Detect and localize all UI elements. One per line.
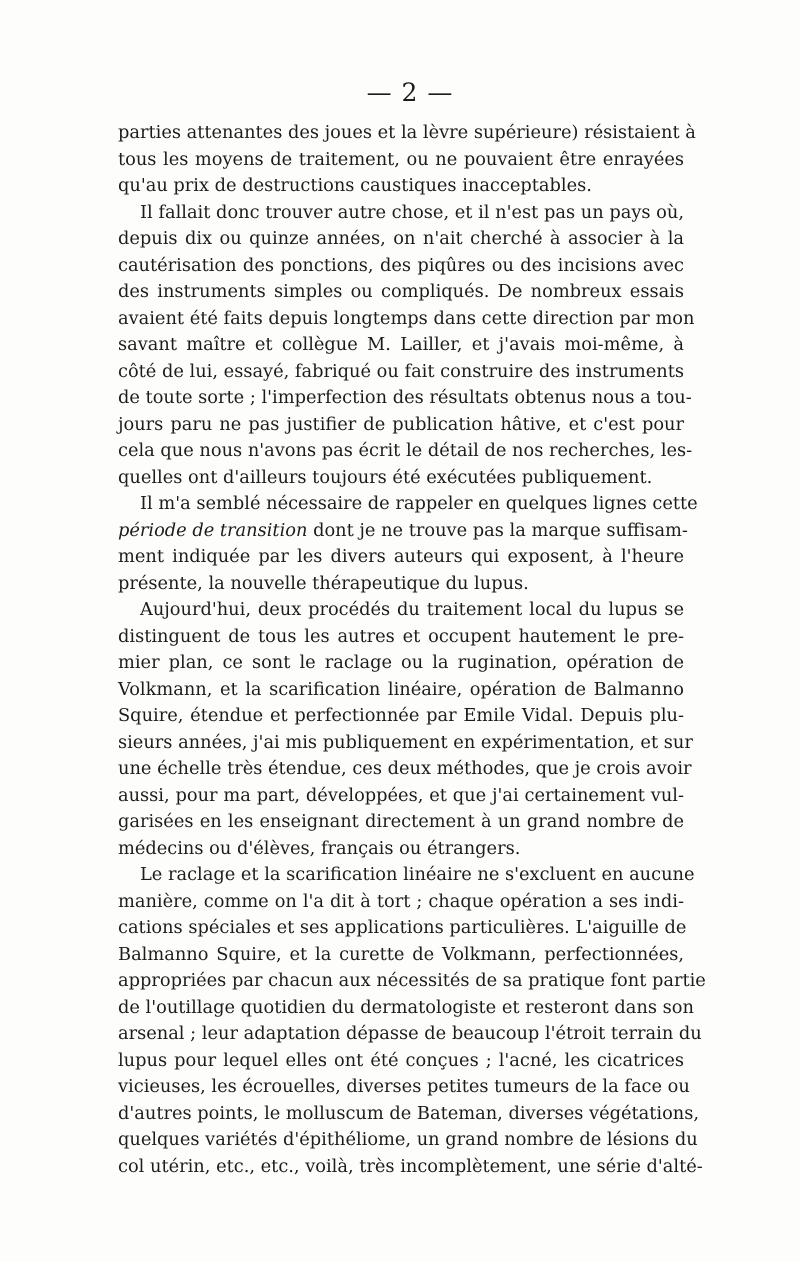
text-line: jours paru ne pas justifier de publication hâtive, et c'est pour (118, 413, 684, 435)
text-line: cautérisation des ponctions, des piqûres ou des incisions avec (118, 254, 684, 276)
text-line: une échelle très étendue, ces deux méthodes, que je crois avoir (118, 758, 692, 779)
text-line: cela que nous n'avons pas écrit le détail de nos recherches, les- (118, 440, 693, 461)
text-line: savant maître et collègue M. Lailler, et j'avais moi-même, à (118, 334, 684, 355)
text-line: arsenal ; leur adaptation dépasse de beaucoup l'étroit terrain du (118, 1023, 702, 1044)
text-line: manière, comme on l'a dit à tort ; chaque opération a ses indi- (118, 890, 684, 912)
text-line: tous les moyens de traitement, ou ne pouvaient être enrayées (118, 148, 684, 170)
text-line: Aujourd'hui, deux procédés du traitement local du lupus se (140, 599, 684, 620)
text-line: appropriées par chacun aux nécessités de sa pratique font partie (118, 970, 706, 991)
text-line-rest: dont je ne trouve pas la marque suffisam- (313, 519, 688, 541)
text-line: Squire, étendue et perfectionnée par Emile Vidal. Depuis plu- (118, 705, 684, 726)
text-line: parties attenantes des joues et la lèvre supérieure) résistaient à (118, 122, 696, 143)
text-line: Il fallait donc trouver autre chose, et il n'est pas un pays où, (140, 201, 684, 223)
text-line: d'autres points, le molluscum de Bateman, diverses végétations, (118, 1102, 700, 1124)
text-line: col utérin, etc., etc., voilà, très incomplètement, une série d'alté- (118, 1155, 703, 1177)
text-line: qu'au prix de destructions caustiques inacceptables. (118, 175, 592, 196)
text-line: présente, la nouvelle thérapeutique du lupus. (118, 572, 529, 594)
text-line: lupus pour lequel elles ont été conçues ; l'acné, les cicatrices (118, 1049, 684, 1071)
text-line: des instruments simples ou compliqués. De nombreux essais (118, 281, 684, 302)
text-line: côté de lui, essayé, fabriqué ou fait construire des instruments (118, 360, 685, 382)
text-line: cations spéciales et ses applications particulières. L'aiguille de (118, 917, 687, 938)
text-line: depuis dix ou quinze années, on n'ait cherché à associer à la (118, 228, 684, 249)
text-line-with-italic (118, 518, 688, 545)
text-line: médecins ou d'élèves, français ou étrangers. (118, 837, 521, 859)
text-line: garisées en les enseignant directement à un grand nombre de (118, 811, 684, 832)
body-text (118, 120, 706, 1180)
text-line: Volkmann, et la scarification linéaire, opération de Balmanno (118, 678, 684, 700)
text-line: Balmanno Squire, et la curette de Volkmann, perfectionnées, (118, 943, 684, 965)
text-line: ment indiquée par les divers auteurs qui exposent, à l'heure (118, 546, 684, 567)
text-line: distinguent de tous les autres et occupent hautement le pre- (118, 625, 684, 647)
text-line: de toute sorte ; l'imperfection des résultats obtenus nous a tou- (118, 387, 692, 408)
page-number: — 2 — (366, 78, 454, 107)
text-line: avaient été faits depuis longtemps dans cette direction par mon (118, 307, 695, 329)
text-line: quelques variétés d'épithéliome, un grand nombre de lésions du (118, 1129, 698, 1150)
text-line: aussi, pour ma part, développées, et que j'ai certainement vul- (118, 784, 684, 806)
text-line: Il m'a semblé nécessaire de rappeler en quelques lignes cette (140, 493, 698, 514)
text-line: mier plan, ce sont le raclage ou la rugination, opération de (118, 652, 684, 673)
text-line: vicieuses, les écrouelles, diverses petites tumeurs de la face ou (118, 1076, 690, 1097)
text-line: Le raclage et la scarification linéaire ne s'excluent en aucune (140, 864, 695, 885)
italic-phrase: période de transition (118, 519, 308, 541)
text-line: quelles ont d'ailleurs toujours été exécutées publiquement. (118, 466, 653, 488)
text-line: de l'outillage quotidien du dermatologiste et resteront dans son (118, 996, 694, 1018)
text-line: sieurs années, j'ai mis publiquement en expérimentation, et sur (118, 731, 693, 753)
